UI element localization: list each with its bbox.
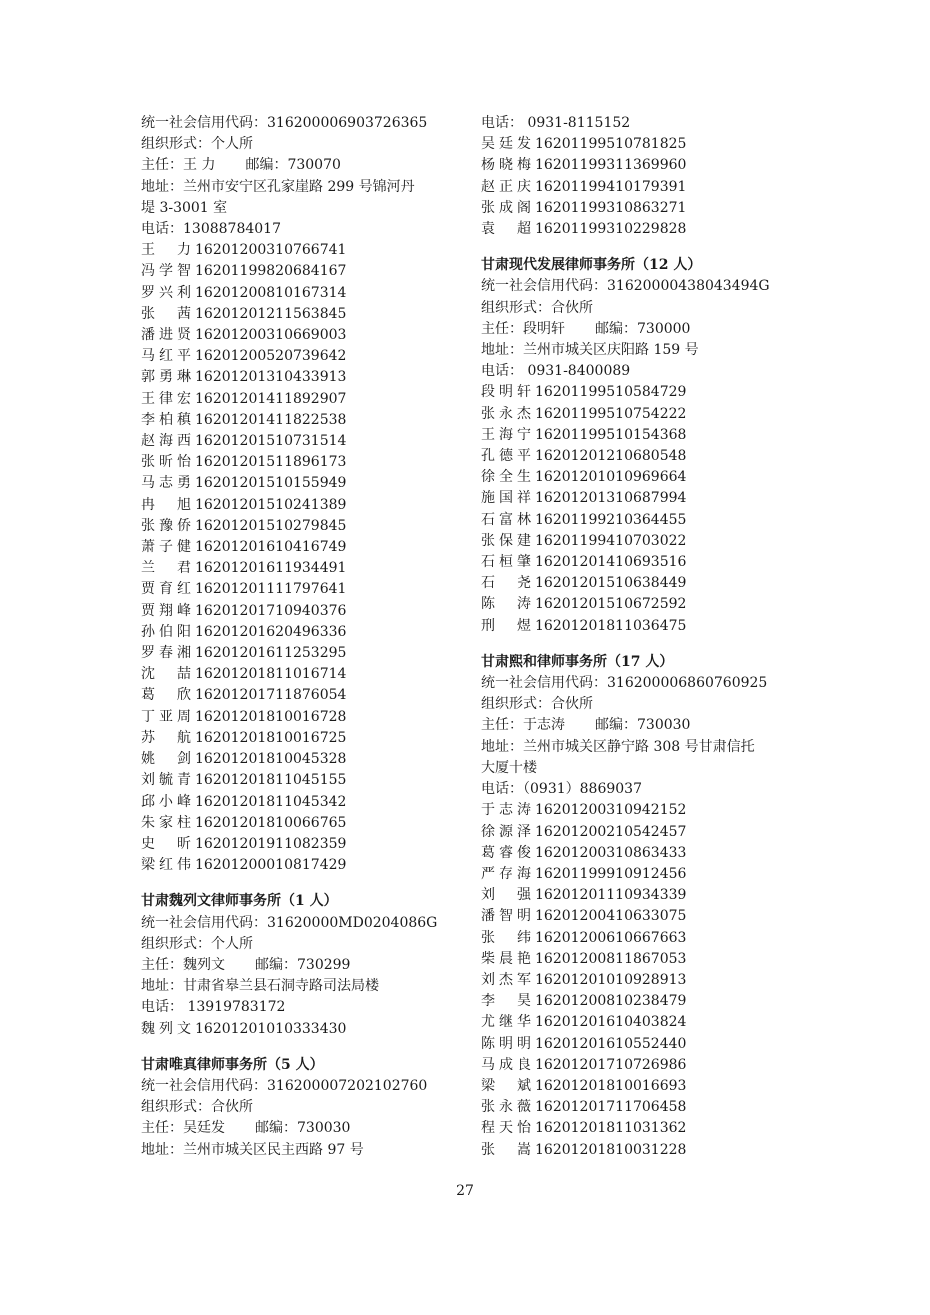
member-row	[481, 1097, 811, 1118]
member-row	[481, 177, 811, 198]
member-name: 赵海西	[141, 433, 191, 450]
member-name: 冉 旭	[141, 496, 191, 513]
member-license-id: 16201199510154368	[535, 426, 687, 443]
firm-title: 甘肃现代发展律师事务所（12 人）	[481, 257, 702, 274]
member-row	[481, 198, 811, 219]
director: 主任：段明轩	[481, 320, 565, 337]
member-name: 魏列文	[141, 1020, 191, 1037]
member-license-id: 16201201610416749	[195, 539, 347, 556]
member-name: 马红平	[141, 348, 191, 365]
member-name: 孙伯阳	[141, 623, 191, 640]
member-name: 刘毓青	[141, 772, 191, 789]
member-row	[141, 473, 471, 494]
member-row	[481, 594, 811, 615]
org-form: 组织形式：个人所	[141, 935, 253, 952]
member-license-id: 16201201810016725	[195, 729, 347, 746]
credit-code: 统一社会信用代码：31620000438043494G	[481, 278, 770, 295]
member-name: 葛 欣	[141, 687, 191, 704]
member-name: 陈明明	[481, 1035, 531, 1052]
member-row	[481, 552, 811, 573]
org-form: 组织形式：合伙所	[481, 696, 593, 713]
member-name: 赵正庆	[481, 178, 531, 195]
member-row	[481, 949, 811, 970]
member-row	[481, 219, 811, 240]
member-license-id: 16201201811036475	[535, 617, 687, 634]
address-line: 地址：兰州市城关区民主西路 97 号	[141, 1141, 364, 1158]
member-license-id: 16201201810016693	[535, 1077, 687, 1094]
member-row	[141, 643, 471, 664]
org-form: 组织形式：个人所	[141, 136, 253, 153]
member-license-id: 16201199311369960	[535, 157, 687, 174]
member-name: 程天怡	[481, 1120, 531, 1137]
member-name: 苏 航	[141, 729, 191, 746]
member-license-id: 16201201010928913	[535, 971, 687, 988]
member-name: 陈 涛	[481, 596, 531, 613]
postcode: 邮编：730299	[255, 956, 351, 973]
member-name: 冯学智	[141, 263, 191, 280]
member-license-id: 16201199410179391	[535, 178, 687, 195]
member-row	[481, 573, 811, 594]
member-row	[141, 749, 471, 770]
firm-block	[481, 652, 811, 1161]
member-name: 贾翔峰	[141, 602, 191, 619]
member-row	[481, 885, 811, 906]
member-license-id: 16201201810066765	[195, 814, 347, 831]
member-license-id: 16201201510731514	[195, 433, 347, 450]
member-row	[141, 685, 471, 706]
member-row	[141, 770, 471, 791]
phone: 电话：13088784017	[141, 221, 281, 238]
member-row	[481, 1012, 811, 1033]
member-name: 刘 强	[481, 887, 531, 904]
member-name: 张昕怡	[141, 454, 191, 471]
director-row	[141, 155, 471, 176]
firm-title: 甘肃熙和律师事务所（17 人）	[481, 653, 674, 670]
member-license-id: 16201201610552440	[535, 1035, 687, 1052]
member-license-id: 16201201510638449	[535, 575, 687, 592]
member-row	[141, 558, 471, 579]
member-name: 段明轩	[481, 384, 531, 401]
director-row	[141, 1118, 471, 1139]
postcode: 邮编：730030	[595, 717, 691, 734]
member-name: 朱家柱	[141, 814, 191, 831]
left-column	[141, 113, 471, 1161]
member-name: 杨晓梅	[481, 157, 531, 174]
member-row	[481, 1118, 811, 1139]
member-row	[141, 707, 471, 728]
page-number: 27	[456, 1183, 474, 1199]
member-name: 王律宏	[141, 390, 191, 407]
member-row	[481, 134, 811, 155]
member-row	[481, 970, 811, 991]
member-row	[481, 991, 811, 1012]
member-row	[481, 425, 811, 446]
member-name: 张豫侨	[141, 517, 191, 534]
member-row	[141, 728, 471, 749]
member-row	[141, 240, 471, 261]
member-row	[141, 452, 471, 473]
member-license-id: 16201200210542457	[535, 823, 687, 840]
member-name: 郭勇琳	[141, 369, 191, 386]
member-name: 梁 斌	[481, 1077, 531, 1094]
member-row	[481, 467, 811, 488]
member-license-id: 16201201511896173	[195, 454, 347, 471]
member-row	[141, 601, 471, 622]
address-line: 地址：兰州市安宁区孔家崖路 299 号锦河丹	[141, 178, 415, 195]
member-license-id: 16201201811045342	[195, 793, 347, 810]
phone: 电话： 0931-8115152	[481, 115, 631, 131]
member-name: 张永杰	[481, 405, 531, 422]
member-name: 张 嵩	[481, 1141, 531, 1158]
member-license-id: 16201201310433913	[195, 369, 347, 386]
member-row	[481, 906, 811, 927]
member-license-id: 16201201711706458	[535, 1099, 687, 1116]
member-license-id: 16201200410633075	[535, 908, 687, 925]
member-row	[481, 864, 811, 885]
member-row	[141, 346, 471, 367]
member-license-id: 16201201411892907	[195, 390, 347, 407]
member-license-id: 16201201610403824	[535, 1014, 687, 1031]
member-name: 马成良	[481, 1056, 531, 1073]
member-name: 潘智明	[481, 908, 531, 925]
address-line: 地址：兰州市城关区庆阳路 159 号	[481, 342, 699, 359]
member-license-id: 16201200010817429	[195, 857, 347, 874]
member-row	[481, 822, 811, 843]
member-row	[481, 446, 811, 467]
phone: 电话： 13919783172	[141, 999, 286, 1016]
member-row	[481, 382, 811, 403]
member-license-id: 16201199910912456	[535, 865, 687, 882]
credit-code: 统一社会信用代码：31620000MD0204086G	[141, 914, 438, 931]
member-row	[141, 855, 471, 876]
member-license-id: 16201201111797641	[195, 581, 347, 598]
member-license-id: 16201200520739642	[195, 348, 347, 365]
member-license-id: 16201200310863433	[535, 844, 687, 861]
member-license-id: 16201199820684167	[195, 263, 347, 280]
member-name: 袁 超	[481, 221, 531, 238]
member-name: 王 力	[141, 242, 191, 259]
member-row	[141, 367, 471, 388]
member-license-id: 16201201211563845	[195, 305, 347, 322]
member-license-id: 16201199310229828	[535, 221, 687, 238]
member-row	[481, 928, 811, 949]
member-name: 王海宁	[481, 426, 531, 443]
member-row	[481, 510, 811, 531]
member-license-id: 16201201210680548	[535, 448, 687, 465]
member-name: 石 尧	[481, 575, 531, 592]
member-name: 徐全生	[481, 469, 531, 486]
member-name: 兰 君	[141, 560, 191, 577]
member-row	[141, 431, 471, 452]
member-license-id: 16201201620496336	[195, 623, 347, 640]
member-license-id: 16201200610667663	[535, 929, 687, 946]
firm-block	[141, 1055, 471, 1161]
member-name: 吴廷发	[481, 136, 531, 153]
member-name: 施国祥	[481, 490, 531, 507]
member-name: 石富林	[481, 511, 531, 528]
member-name: 于志涛	[481, 802, 531, 819]
member-license-id: 16201201811016714	[195, 666, 347, 683]
member-license-id: 16201199510781825	[535, 136, 687, 153]
member-license-id: 16201200310942152	[535, 802, 687, 819]
member-name: 严存海	[481, 865, 531, 882]
member-name: 潘进贤	[141, 327, 191, 344]
phone: 电话： 0931-8400089	[481, 363, 631, 380]
member-row	[141, 389, 471, 410]
member-license-id: 16201201010333430	[195, 1020, 347, 1037]
member-license-id: 16201199410703022	[535, 532, 687, 549]
member-name: 李 昊	[481, 993, 531, 1010]
firm-block	[141, 113, 471, 876]
member-name: 李柏稹	[141, 411, 191, 428]
firm-block	[481, 255, 811, 637]
director: 主任：于志涛	[481, 717, 565, 734]
firm-title: 甘肃魏列文律师事务所（1 人）	[141, 893, 338, 910]
member-row	[481, 1055, 811, 1076]
director: 主任：吴廷发	[141, 1120, 225, 1137]
firm-title: 甘肃唯真律师事务所（5 人）	[141, 1056, 324, 1073]
member-license-id: 16201201010969664	[535, 469, 687, 486]
member-row	[141, 664, 471, 685]
member-row	[481, 1076, 811, 1097]
member-license-id: 16201200811867053	[535, 950, 687, 967]
member-row	[481, 1034, 811, 1055]
member-row	[141, 304, 471, 325]
member-name: 柴晨艳	[481, 950, 531, 967]
member-name: 沈 喆	[141, 666, 191, 683]
member-row	[481, 800, 811, 821]
member-name: 张成阁	[481, 199, 531, 216]
member-row	[481, 155, 811, 176]
member-license-id: 16201200310669003	[195, 327, 347, 344]
member-name: 尤继华	[481, 1014, 531, 1031]
member-license-id: 16201201711876054	[195, 687, 347, 704]
member-name: 姚 剑	[141, 751, 191, 768]
member-license-id: 16201200310766741	[195, 242, 347, 259]
member-row	[141, 516, 471, 537]
credit-code: 统一社会信用代码：316200006860760925	[481, 675, 768, 692]
member-name: 葛睿俊	[481, 844, 531, 861]
postcode: 邮编：730070	[245, 157, 341, 174]
member-name: 张保建	[481, 532, 531, 549]
postcode: 邮编：730000	[595, 320, 691, 337]
director: 主任：王 力	[141, 157, 216, 174]
member-row	[481, 616, 811, 637]
member-license-id: 16201201811045155	[195, 772, 347, 789]
director: 主任：魏列文	[141, 956, 225, 973]
member-license-id: 16201199210364455	[535, 511, 687, 528]
member-name: 萧子健	[141, 539, 191, 556]
address-line: 大厦十楼	[481, 759, 537, 776]
member-row	[141, 834, 471, 855]
member-row	[481, 843, 811, 864]
address-line: 地址：甘肃省皋兰县石洞寺路司法局楼	[141, 978, 379, 995]
member-license-id: 16201201410693516	[535, 554, 687, 571]
member-license-id: 16201199510584729	[535, 384, 687, 401]
member-row	[481, 531, 811, 552]
member-license-id: 16201201110934339	[535, 887, 687, 904]
member-license-id: 16201199310863271	[535, 199, 687, 216]
credit-code: 统一社会信用代码：316200007202102760	[141, 1077, 428, 1094]
member-row	[141, 410, 471, 431]
member-license-id: 16201201810016728	[195, 708, 347, 725]
member-name: 罗兴利	[141, 284, 191, 301]
member-name: 梁红伟	[141, 857, 191, 874]
member-license-id: 16201201310687994	[535, 490, 687, 507]
member-row	[141, 792, 471, 813]
address-line: 地址：兰州市城关区静宁路 308 号甘肃信托	[481, 738, 755, 755]
director-row	[481, 715, 811, 736]
org-form: 组织形式：合伙所	[481, 299, 593, 316]
credit-code: 统一社会信用代码：316200006903726365	[141, 115, 428, 131]
member-license-id: 16201201811031362	[535, 1120, 687, 1137]
member-license-id: 16201199510754222	[535, 405, 687, 422]
member-license-id: 16201200810238479	[535, 993, 687, 1010]
member-name: 刘杰军	[481, 971, 531, 988]
member-license-id: 16201201611934491	[195, 560, 347, 577]
member-name: 罗春湘	[141, 645, 191, 662]
member-license-id: 16201201611253295	[195, 645, 347, 662]
member-name: 马志勇	[141, 475, 191, 492]
right-column	[481, 113, 811, 1161]
firm-block	[481, 113, 811, 240]
member-row	[141, 579, 471, 600]
firm-block	[141, 891, 471, 1039]
member-row	[141, 813, 471, 834]
member-name: 徐源泽	[481, 823, 531, 840]
member-license-id: 16201201710940376	[195, 602, 347, 619]
member-license-id: 16201201810045328	[195, 751, 347, 768]
member-name: 邱小峰	[141, 793, 191, 810]
member-name: 贾育红	[141, 581, 191, 598]
member-license-id: 16201200810167314	[195, 284, 347, 301]
member-row	[141, 537, 471, 558]
member-name: 丁亚周	[141, 708, 191, 725]
member-row	[481, 404, 811, 425]
member-row	[141, 325, 471, 346]
member-name: 刑 煜	[481, 617, 531, 634]
member-row	[141, 261, 471, 282]
member-name: 石桓肇	[481, 554, 531, 571]
member-license-id: 16201201510241389	[195, 496, 347, 513]
member-row	[141, 283, 471, 304]
member-name: 张 茜	[141, 305, 191, 322]
member-license-id: 16201201411822538	[195, 411, 347, 428]
member-name: 张 纬	[481, 929, 531, 946]
member-row	[481, 1140, 811, 1161]
address-line: 堤 3-3001 室	[141, 199, 228, 216]
member-name: 史 昕	[141, 835, 191, 852]
director-row	[481, 319, 811, 340]
member-license-id: 16201201510279845	[195, 517, 347, 534]
member-row	[141, 495, 471, 516]
member-name: 张永薇	[481, 1099, 531, 1116]
member-license-id: 16201201510672592	[535, 596, 687, 613]
org-form: 组织形式：合伙所	[141, 1099, 253, 1116]
phone: 电话：（0931）8869037	[481, 781, 642, 798]
member-license-id: 16201201810031228	[535, 1141, 687, 1158]
member-license-id: 16201201710726986	[535, 1056, 687, 1073]
postcode: 邮编：730030	[255, 1120, 351, 1137]
member-row	[481, 488, 811, 509]
director-row	[141, 955, 471, 976]
member-license-id: 16201201510155949	[195, 475, 347, 492]
member-row	[141, 622, 471, 643]
member-name: 孔德平	[481, 448, 531, 465]
member-license-id: 16201201911082359	[195, 835, 347, 852]
member-row	[141, 1019, 471, 1040]
